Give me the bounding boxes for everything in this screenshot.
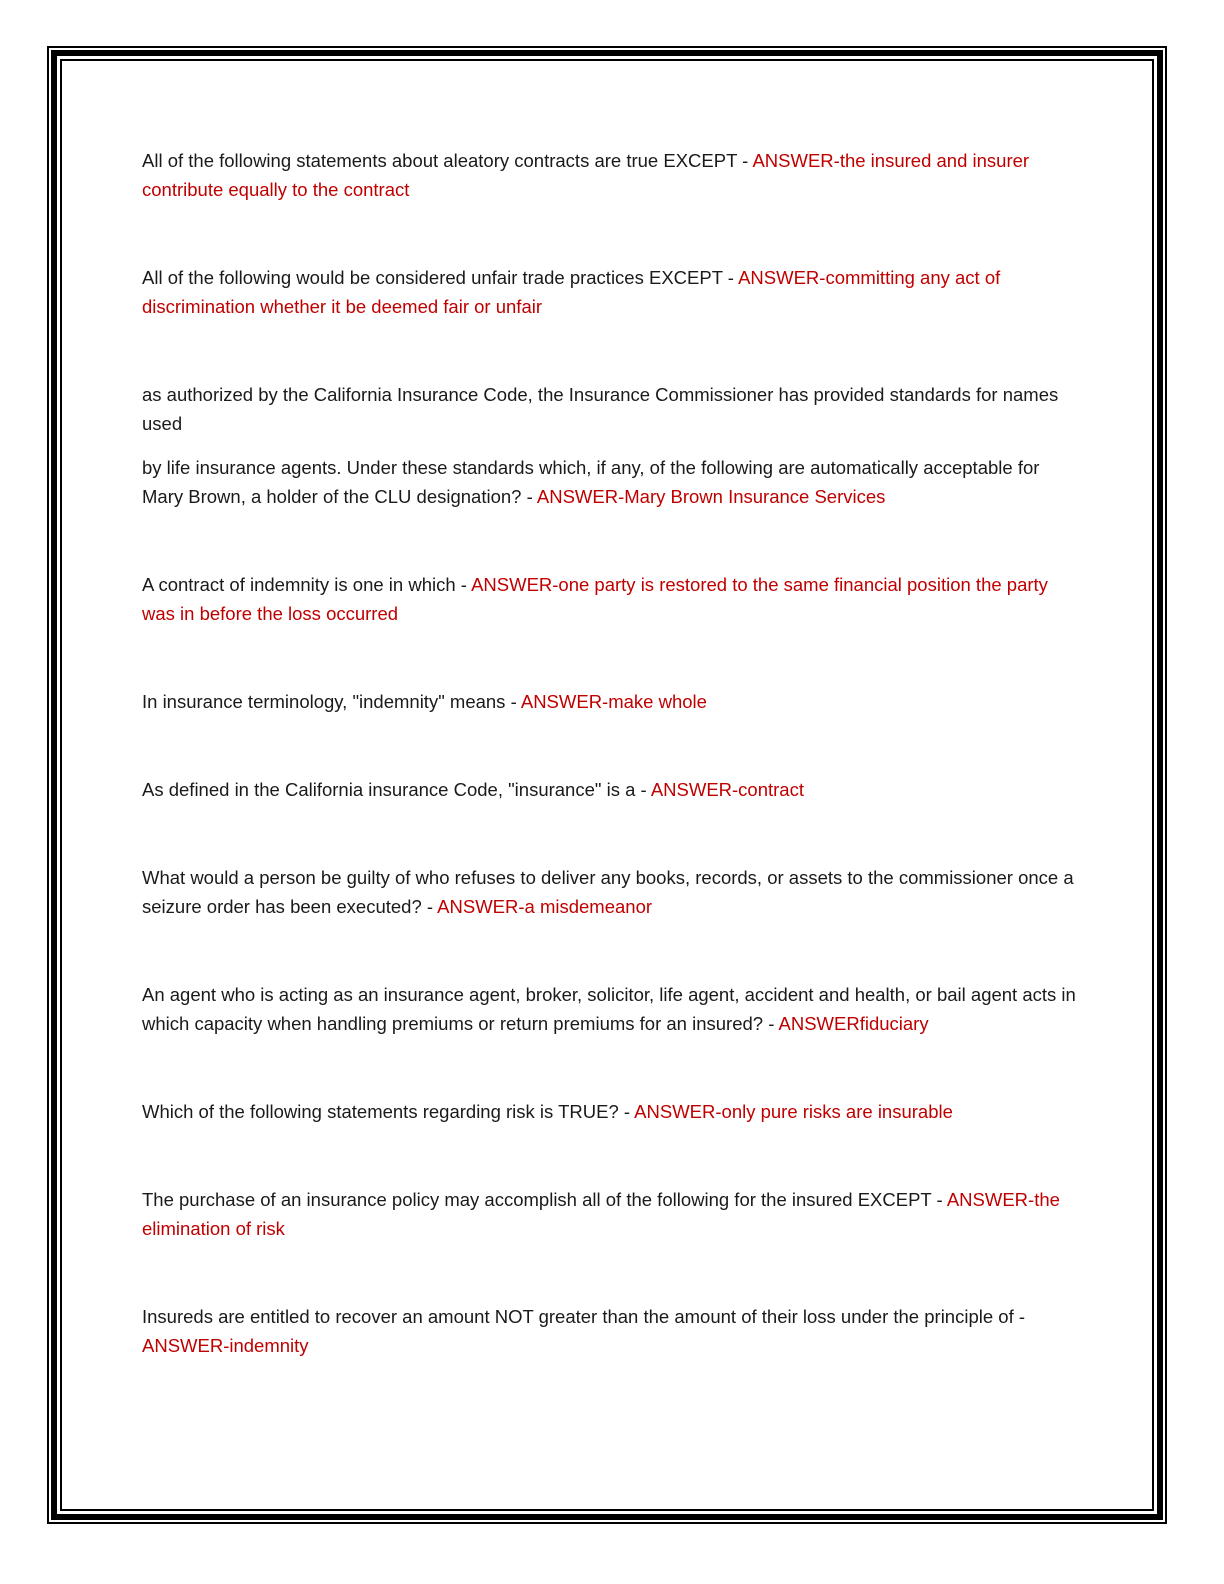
- question-text: as authorized by the California Insurance Code, the Insurance Commissioner has provided standards for names used: [142, 384, 1059, 434]
- qa-item: [142, 863, 1077, 921]
- answer-text: ANSWER-only pure risks are insurable: [634, 1101, 953, 1122]
- answer-text: ANSWER-contract: [650, 779, 804, 800]
- question-text: All of the following statements about aleatory contracts are true EXCEPT -: [142, 150, 753, 171]
- qa-item: [142, 687, 1077, 716]
- question-text: Insureds are entitled to recover an amount NOT greater than the amount of their loss under the principle of -: [142, 1306, 1026, 1327]
- question-text: As defined in the California insurance Code, "insurance" is a -: [142, 779, 651, 800]
- qa-item: [142, 570, 1077, 628]
- qa-item: [142, 263, 1077, 321]
- qa-item: [142, 146, 1077, 204]
- question-text: An agent who is acting as an insurance agent, broker, solicitor, life agent, accident and health, or bail agent acts in which capacity when handling premiums or return premiums for an insured? -: [142, 984, 1076, 1034]
- answer-text: ANSWER-a misdemeanor: [437, 896, 653, 917]
- question-text: The purchase of an insurance policy may accomplish all of the following for the insured EXCEPT -: [142, 1189, 947, 1210]
- answer-text: ANSWERfiduciary: [778, 1013, 929, 1034]
- question-text: by life insurance agents. Under these standards which, if any, of the following are automatically acceptable for Mary Brown, a holder of the CLU designation? -: [142, 457, 1040, 507]
- qa-item: [142, 775, 1077, 804]
- question-text: A contract of indemnity is one in which -: [142, 574, 472, 595]
- answer-text: ANSWER-make whole: [520, 691, 707, 712]
- qa-item: [142, 380, 1077, 438]
- question-text: What would a person be guilty of who refuses to deliver any books, records, or assets to the commissioner once a seizure order has been executed? -: [142, 867, 1074, 917]
- qa-item: [142, 453, 1077, 511]
- question-text: Which of the following statements regarding risk is TRUE? -: [142, 1101, 635, 1122]
- qa-item: [142, 1097, 1077, 1126]
- question-text: All of the following would be considered unfair trade practices EXCEPT -: [142, 267, 739, 288]
- answer-text: ANSWER-Mary Brown Insurance Services: [536, 486, 886, 507]
- qa-item: [142, 1185, 1077, 1243]
- qa-item: [142, 980, 1077, 1038]
- answer-text: ANSWER-the elimination of risk: [142, 1189, 1060, 1239]
- qa-list: [142, 146, 1077, 1360]
- answer-text: ANSWER-committing any act of discrimination whether it be deemed fair or unfair: [142, 267, 1001, 317]
- question-text: In insurance terminology, "indemnity" means -: [142, 691, 521, 712]
- answer-text: ANSWER-the insured and insurer contribute equally to the contract: [142, 150, 1030, 200]
- answer-text: ANSWER-indemnity: [142, 1335, 309, 1356]
- qa-item: [142, 1302, 1077, 1360]
- answer-text: ANSWER-one party is restored to the same financial position the party was in before the loss occurred: [142, 574, 1048, 624]
